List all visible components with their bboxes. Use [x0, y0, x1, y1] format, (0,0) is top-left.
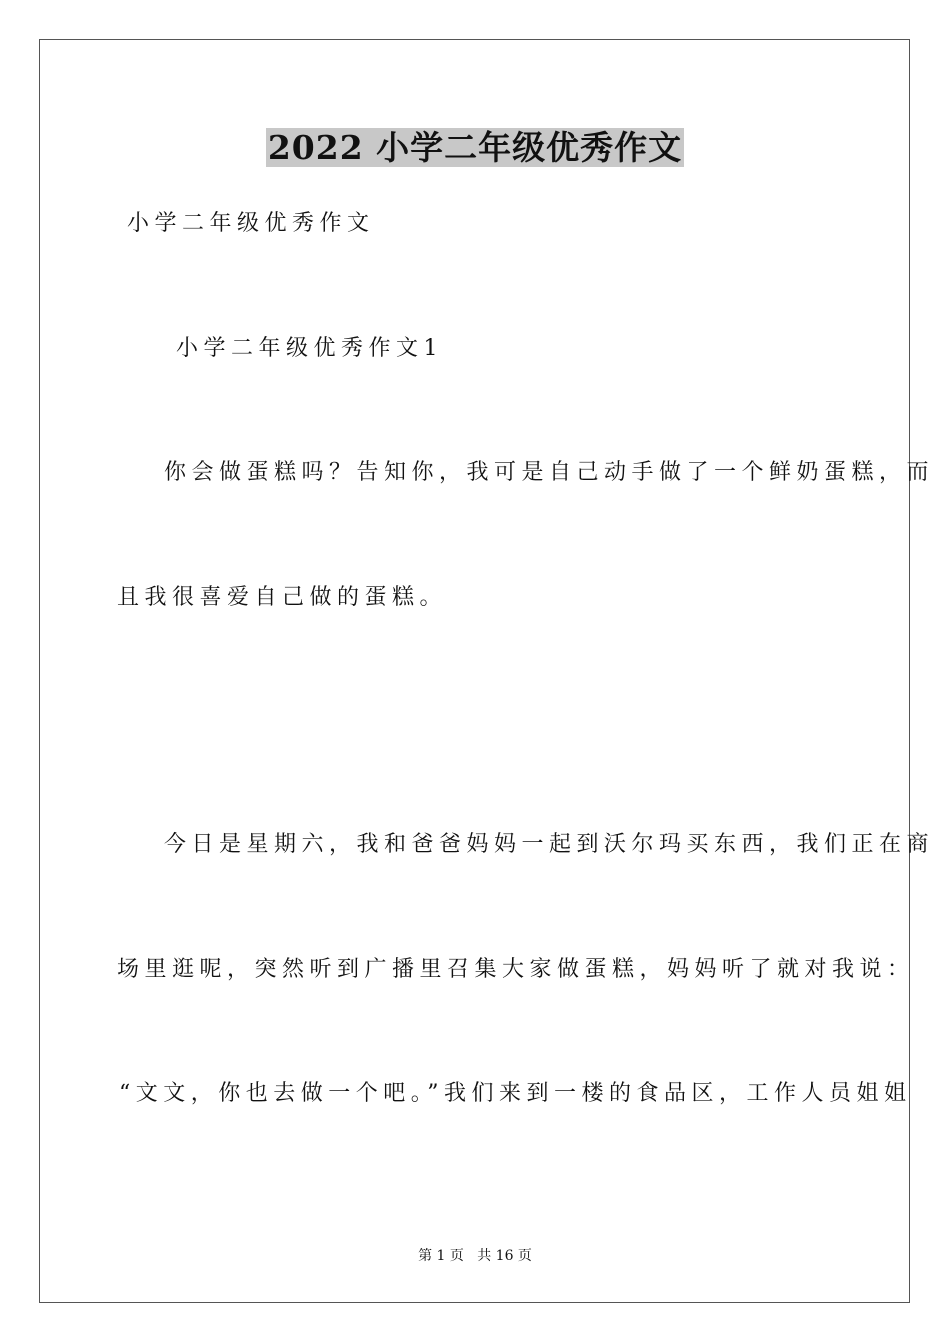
document-title-text: 2022 小学二年级优秀作文 — [267, 128, 683, 167]
document-title — [0, 126, 950, 170]
document-subtitle: 小学二年级优秀作文 — [127, 211, 375, 236]
paragraph-line-1: 你会做蛋糕吗？告知你，我可是自己动手做了一个鲜奶蛋糕，而 — [164, 460, 935, 485]
paragraph-line-3: 今日是星期六，我和爸爸妈妈一起到沃尔玛买东西，我们正在商 — [164, 832, 935, 857]
paragraph-line-4: 场里逛呢，突然听到广播里召集大家做蛋糕，妈妈听了就对我说： — [117, 957, 915, 982]
page-footer: 第 1 页 共 16 页 — [418, 1248, 532, 1264]
paragraph-line-5: “文文，你也去做一个吧。”我们来到一楼的食品区，工作人员姐姐 — [119, 1081, 912, 1106]
paragraph-line-2: 且我很喜爱自己做的蛋糕。 — [117, 585, 448, 610]
section-heading: 小学二年级优秀作文1 — [176, 336, 443, 361]
